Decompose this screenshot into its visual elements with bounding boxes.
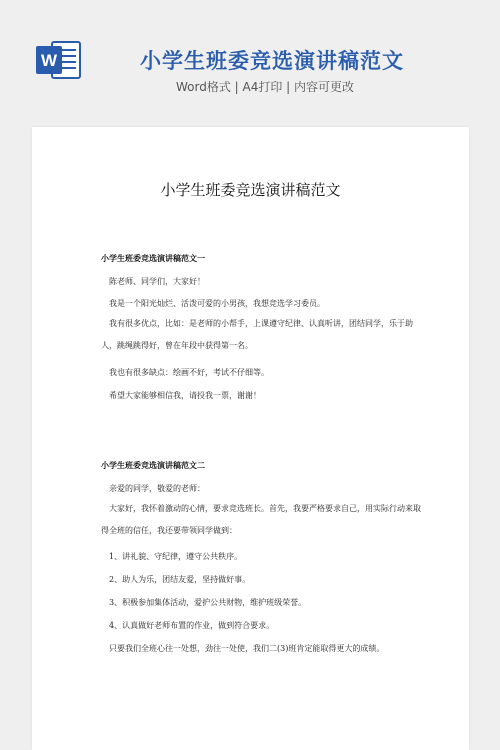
document-page: [32, 127, 469, 750]
paragraph: 希望大家能够相信我，请投我一票，谢谢！: [109, 391, 261, 400]
paragraph: 大家好，我怀着激动的心情，要求竞选班长。首先，我要严格要求自己，用实际行动来取得全班的信任，我还要带领同学做到：: [101, 504, 421, 535]
paragraph: 我是一个阳光灿烂、活泼可爱的小男孩，我想竞选学习委员。: [109, 299, 325, 308]
format-subtitle: Word格式 | A4打印 | 内容可更改: [176, 80, 355, 94]
paragraph: 亲爱的同学，敬爱的老师：: [109, 484, 205, 493]
page-header: [0, 0, 500, 120]
list-item: 2、助人为乐，团结友爱，坚持做好事。: [109, 575, 251, 584]
page-title: 小学生班委竞选演讲稿范文: [140, 49, 404, 73]
svg-text:W: W: [40, 51, 58, 70]
word-document-icon: [36, 40, 82, 80]
paragraph: 陈老师、同学们，大家好！: [109, 277, 205, 286]
list-item: 1、讲礼貌、守纪律，遵守公共秩序。: [109, 552, 243, 561]
section-heading: 小学生班委竞选演讲稿范文二: [101, 460, 205, 470]
paragraph: 我有很多优点，比如：是老师的小帮手，上课遵守纪律、认真听讲，团结同学，乐于助人，跳绳跳得好，曾在年段中获得第一名。: [101, 319, 413, 350]
paragraph: 只要我们全班心往一处想，劲往一处使，我们二(3)班肯定能取得更大的成绩。: [109, 644, 385, 653]
document-title: 小学生班委竞选演讲稿范文: [160, 181, 341, 199]
section-heading: 小学生班委竞选演讲稿范文一: [101, 253, 205, 263]
list-item: 3、积极参加集体活动，爱护公共财物，维护班级荣誉。: [109, 598, 307, 607]
list-item: 4、认真做好老师布置的作业，做到符合要求。: [109, 621, 275, 630]
paragraph: 我也有很多缺点：绘画不好，考试不仔细等。: [109, 368, 269, 377]
